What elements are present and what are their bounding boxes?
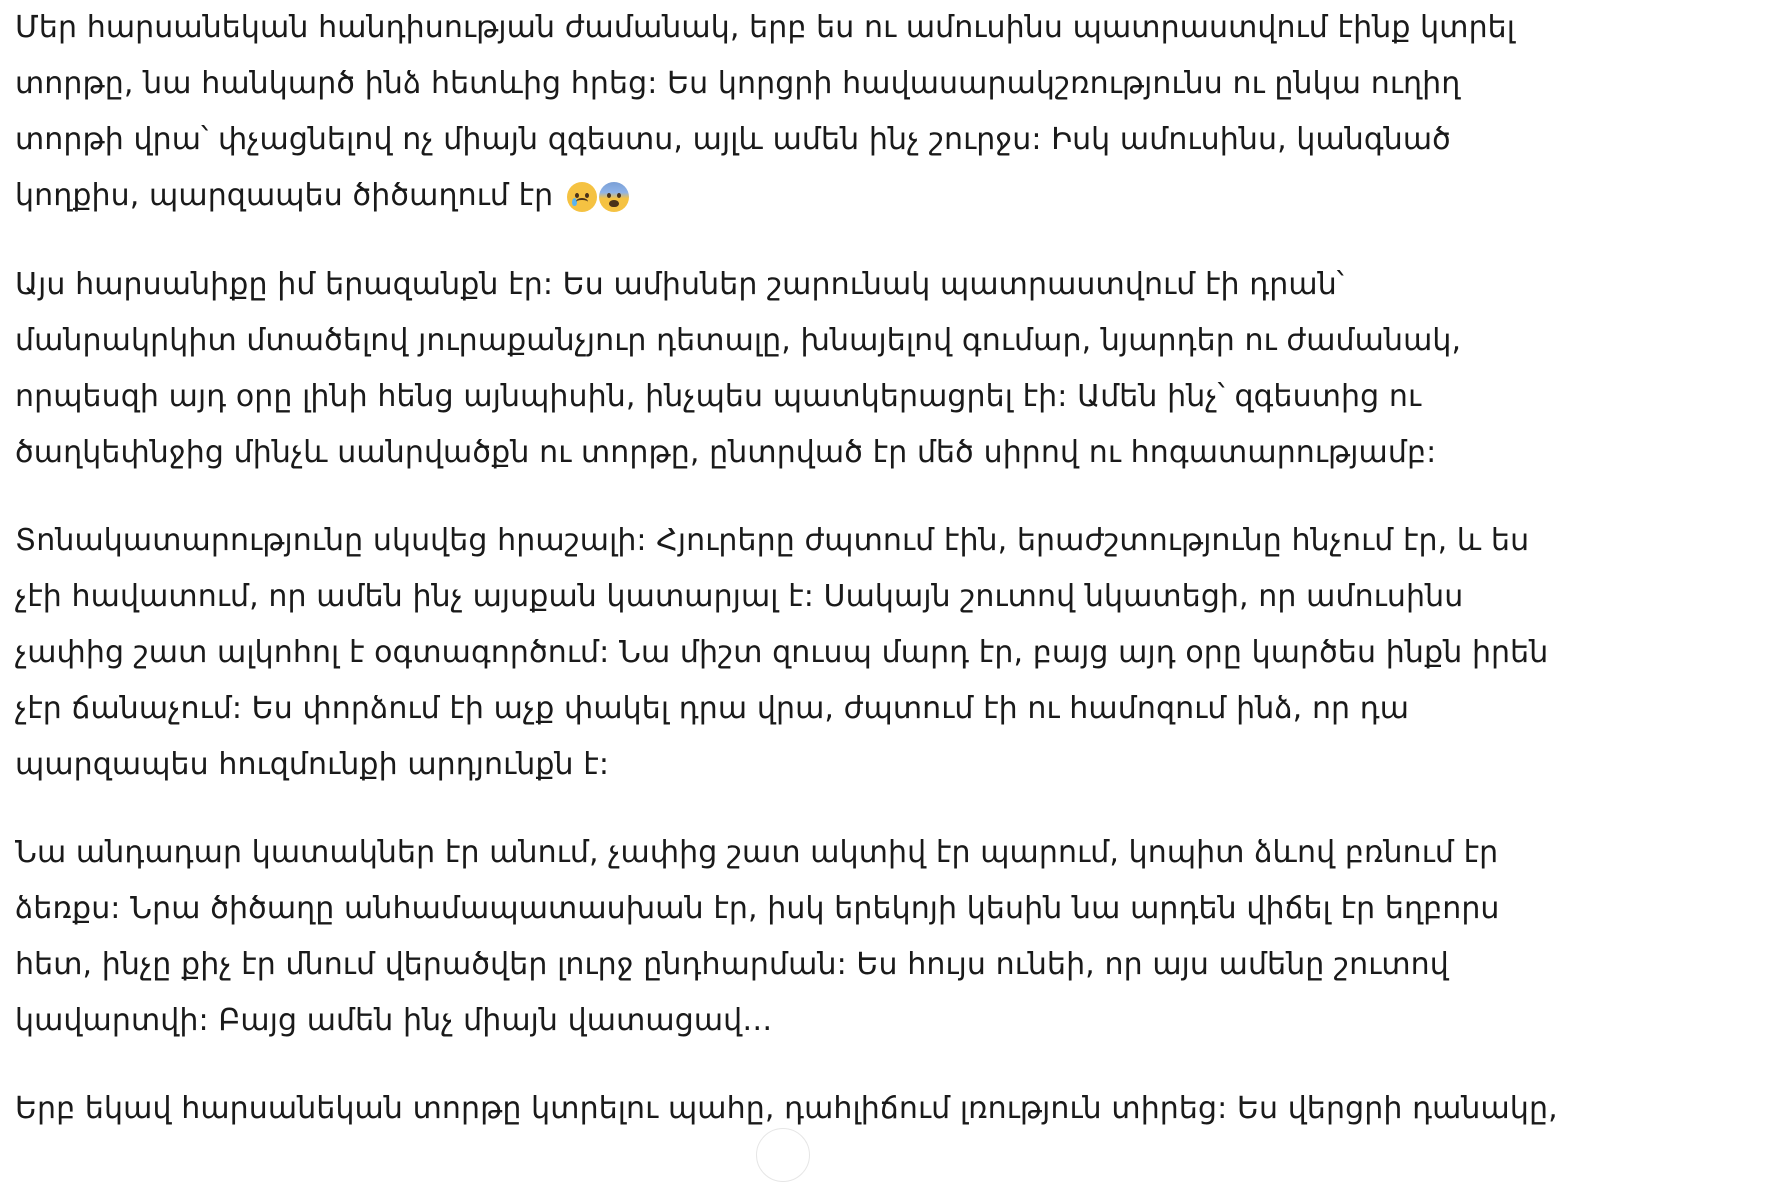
paragraph-1 [15,0,1560,225]
paragraph-2: Այս հարսանիքը իմ երազանքն էր: Ես ամիսներ շարունակ պատրաստվում էի դրան՝ մանրակրկիտ մտածելով յուրաքանչյուր դետալը, խնայելով գումար, նյարդեր ու ժամանակ, որպեսզի այդ օրը լինի հենց այնպիսին, ինչպես պատկերացրել էի: Ամեն ինչ՝ զգեստից ու ծաղկեփնջից մինչև սանրվածքն ու տորթը, ընտրված էր մեծ սիրով ու հոգատարությամբ: [15,266,1462,470]
paragraph-3: Տոնակատարությունը սկսվեց հրաշալի: Հյուրերը ժպտում էին, երաժշտությունը հնչում էր, և ես չէի հավատում, որ ամեն ինչ այսքան կատարյալ է: Սակայն շուտով նկատեցի, որ ամուսինս չափից շատ ալկոհոլ է օգտագործում: Նա միշտ զուսպ մարդ էր, բայց այդ օրը կարծես ինքն իրեն չէր ճանաչում: Ես փորձում էի աչք փակել դրա վրա, ժպտում էի ու համոզում ինձ, որ դա պարզապես հուզմունքի արդյունքն է: [15,522,1549,782]
article-body [15,0,1560,1169]
fearful-face-emoji-icon [599,182,629,212]
paragraph-1-text: Մեր հարսանեկան հանդիսության ժամանակ, երբ ես ու ամուսինս պատրաստվում էինք կտրել տորթը, նա հանկարծ ինձ հետևից հրեց: Ես կորցրի հավասարակշռությունս ու ընկա ուղիղ տորթի վրա՝ փչացնելով ոչ միայն զգեստս, այլև ամեն ինչ շուրջս: Իսկ ամուսինս, կանգնած կողքիս, պարզապես ծիծաղում էր [15,10,1516,213]
paragraph-4: Նա անդադար կատակներ էր անում, չափից շատ ակտիվ էր պարում, կոպիտ ձևով բռնում էր ձեռքս: Նրա ծիծաղը անհամապատասխան էր, իսկ երեկոյի կեսին նա արդեն վիճել էր եղբորս հետ, ինչը քիչ էր մնում վերածվեր լուրջ ընդհարման: Ես հույս ունեի, որ այս ամենը շուտով կավարտվի: Բայց ամեն ինչ միայն վատացավ… [15,834,1500,1038]
scroll-indicator-button[interactable] [756,1128,810,1182]
crying-face-emoji-icon [567,182,597,212]
emoji-group [567,169,631,225]
paragraph-5: Երբ եկավ հարսանեկան տորթը կտրելու պահը, դահլիճում լռություն տիրեց: Ես վերցրի դանակը, [15,1090,1558,1126]
